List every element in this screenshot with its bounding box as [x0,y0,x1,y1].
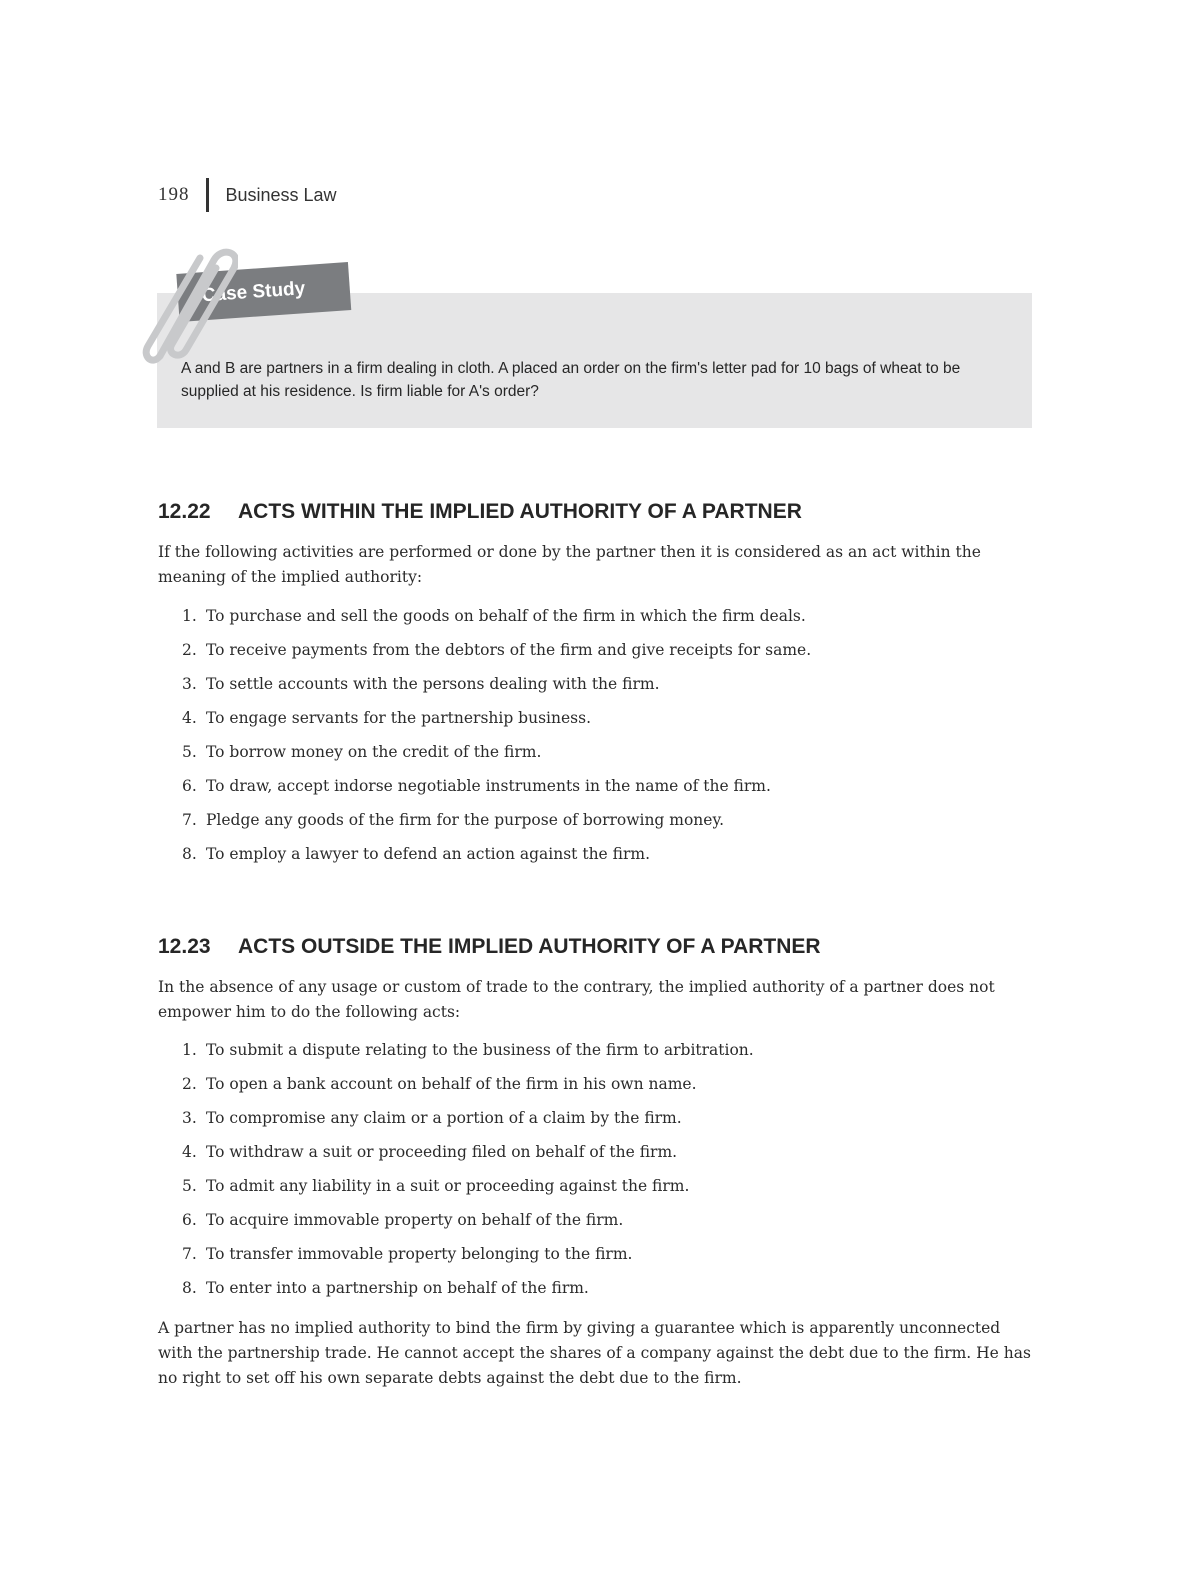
paperclip-icon [138,238,238,368]
list-item: 8. To employ a lawyer to defend an action against the firm. [182,845,651,863]
list-item: 4. To withdraw a suit or proceeding filed on behalf of the firm. [182,1143,678,1161]
outside-acts-list [182,1033,754,1305]
list-item: 1. To submit a dispute relating to the business of the firm to arbitration. [182,1041,754,1059]
section-intro: If the following activities are performed or done by the partner then it is considered as an act within the meaning of the implied authority: [158,543,981,586]
book-title: Business Law [225,184,337,205]
list-item: 5. To borrow money on the credit of the firm. [182,743,542,761]
running-header [158,178,337,212]
closing-paragraph: A partner has no implied authority to bind the firm by giving a guarantee which is apparently unconnected with the partnership trade. He cannot accept the shares of a company against the debt due to the firm. He has no right to set off his own separate debts against the debt due to the firm. [158,1319,1031,1387]
list-item: 4. To engage servants for the partnership business. [182,709,591,727]
list-item: 7. To transfer immovable property belonging to the firm. [182,1245,633,1263]
list-item: 1. To purchase and sell the goods on behalf of the firm in which the firm deals. [182,607,806,625]
list-item: 2. To open a bank account on behalf of the firm in his own name. [182,1075,697,1093]
implied-acts-list [182,599,811,871]
section-heading-12-23 [158,935,821,959]
list-item: 3. To compromise any claim or a portion of a claim by the firm. [182,1109,682,1127]
section-title: ACTS WITHIN THE IMPLIED AUTHORITY OF A PARTNER [238,500,802,523]
list-item: 7. Pledge any goods of the firm for the purpose of borrowing money. [182,811,725,829]
section-number: 12.23 [158,935,211,958]
list-item: 5. To admit any liability in a suit or proceeding against the firm. [182,1177,690,1195]
section-heading-12-22 [158,500,802,524]
case-study-label: Case Study [201,278,306,307]
page-number: 198 [158,184,190,205]
list-item: 6. To draw, accept indorse negotiable instruments in the name of the firm. [182,777,771,795]
section-number: 12.22 [158,500,211,523]
case-study-text: A and B are partners in a firm dealing in cloth. A placed an order on the firm's letter pad for 10 bags of wheat to be supplied at his residence. Is firm liable for A's order? [181,360,961,400]
section-title: ACTS OUTSIDE THE IMPLIED AUTHORITY OF A PARTNER [238,935,821,958]
list-item: 3. To settle accounts with the persons dealing with the firm. [182,675,660,693]
header-divider [206,178,209,212]
list-item: 8. To enter into a partnership on behalf of the firm. [182,1279,589,1297]
list-item: 2. To receive payments from the debtors of the firm and give receipts for same. [182,641,812,659]
section-intro: In the absence of any usage or custom of trade to the contrary, the implied authority of a partner does not empower him to do the following acts: [158,978,995,1021]
list-item: 6. To acquire immovable property on behalf of the firm. [182,1211,624,1229]
